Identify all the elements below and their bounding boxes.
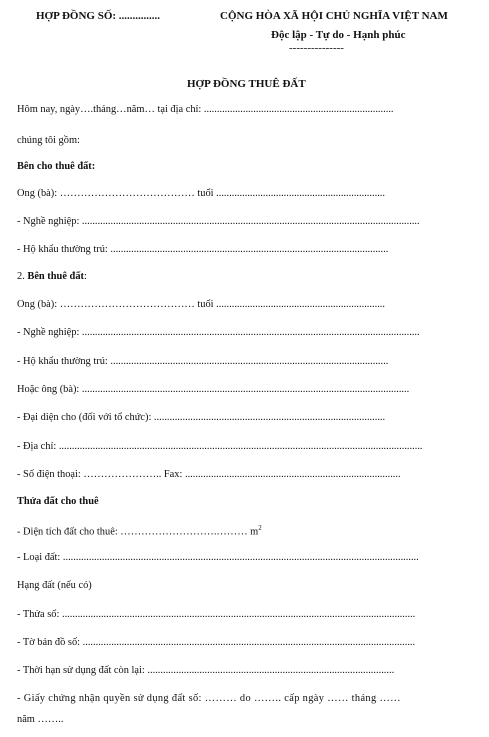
lessee-heading-label: Bên thuê đất (27, 271, 84, 282)
certificate-line: - Giấy chứng nhận quyền sử dụng đất số: ……… do …….. cấp ngày …… tháng …… (17, 693, 401, 704)
lessee-heading-number: 2. (17, 271, 28, 282)
address-line: - Địa chỉ: ............................................................................................................................................ (17, 441, 423, 452)
parties-intro: chúng tôi gồm: (17, 135, 80, 146)
contract-number: HỢP ĐỒNG SỐ: ............... (36, 10, 161, 22)
document-title: HỢP ĐỒNG THUÊ ĐẤT (187, 78, 306, 90)
national-motto: Độc lập - Tự do - Hạnh phúc (271, 29, 406, 41)
lessee-residence-line: - Hộ khẩu thường trú: ........................................................................................................... (17, 356, 389, 367)
land-area-line (17, 524, 262, 537)
lessor-occupation-line: - Nghề nghiệp: .................................................................................................................................. (17, 216, 420, 227)
date-place-line: Hôm nay, ngày….tháng…năm… tại địa chỉ: ......................................................................... (17, 104, 394, 115)
area-unit-superscript: 2 (258, 524, 262, 532)
or-person-line: Hoặc ông (bà): .............................................................................................................................. (17, 384, 410, 395)
land-plot-heading: Thửa đất cho thuê (17, 496, 99, 507)
lessee-heading (17, 271, 87, 282)
remaining-term-line: - Thời hạn sử dụng đất còn lại: ............................................................................................... (17, 665, 395, 676)
motto-rule: --------------- (289, 42, 344, 54)
country-name: CỘNG HÒA XÃ HỘI CHỦ NGHĨA VIỆT NAM (220, 10, 448, 22)
land-area-text: - Diện tích đất cho thuê: ……………………….……… m (17, 526, 259, 538)
lessor-name-line: Ông (bà): ………………………………… tuổi ................................................................. (17, 188, 385, 199)
land-grade-line: Hạng đất (nếu có) (17, 580, 92, 591)
land-type-line: - Loại đất: ......................................................................................................................................... (17, 552, 419, 563)
plot-number-line: - Thửa số: ........................................................................................................................................ (17, 609, 416, 620)
certificate-year-line: năm …….. (17, 714, 64, 725)
lessee-occupation-line: - Nghề nghiệp: .................................................................................................................................. (17, 327, 420, 338)
lessor-residence-line: - Hộ khẩu thường trú: ........................................................................................................... (17, 244, 389, 255)
representative-line: - Đại diện cho (đối với tổ chức): ......................................................................................... (17, 412, 386, 423)
phone-fax-line: - Số điện thoại: ………………….. Fax: ................................................................................... (17, 469, 401, 480)
lessee-name-line: Ông (bà): ………………………………… tuổi ................................................................. (17, 299, 385, 310)
lessor-heading: Bên cho thuê đất: (17, 161, 96, 172)
map-sheet-line: - Tờ bản đồ số: ................................................................................................................................ (17, 637, 416, 648)
lessee-heading-colon: : (83, 271, 87, 282)
